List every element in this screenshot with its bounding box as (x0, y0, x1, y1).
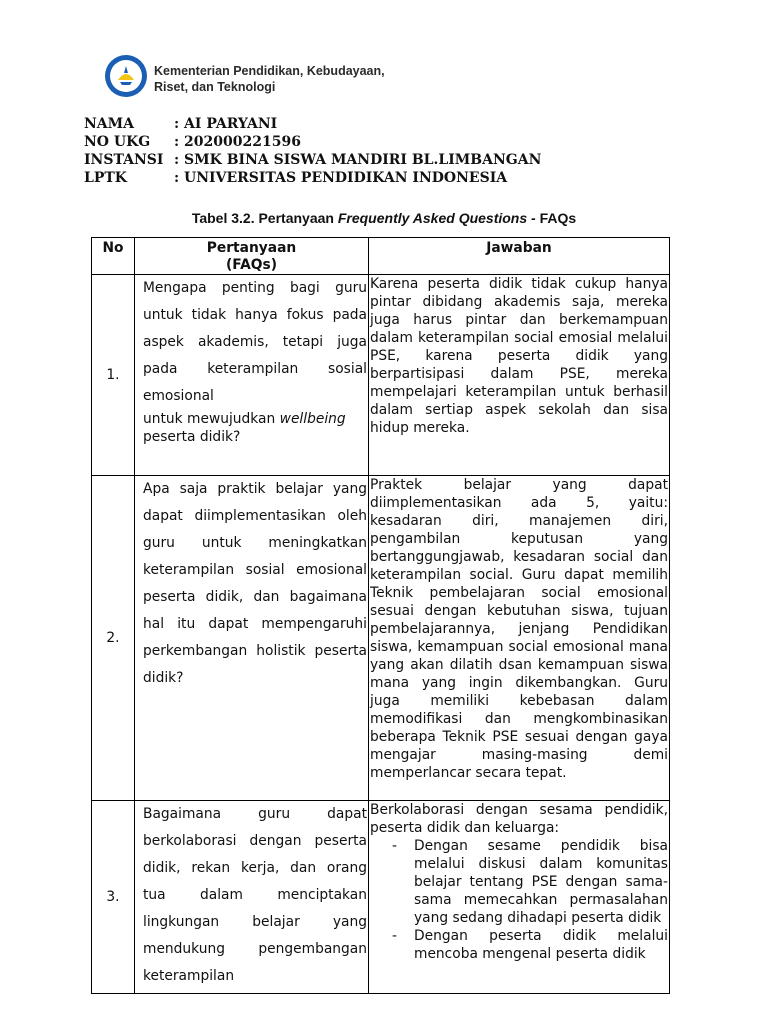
table-row (92, 801, 670, 994)
question-cell (135, 275, 369, 476)
identity-value: : AI PARYANI (174, 116, 278, 132)
table-row (92, 275, 670, 476)
identity-key: INSTANSI (84, 152, 164, 168)
answer-list-item: - Dengan peserta didik melalui mencoba mengenal peserta didik (414, 927, 668, 963)
question-tail (143, 410, 367, 446)
identity-block (84, 116, 541, 188)
answer-cell: Praktek belajar yang dapat diimplementasikan ada 5, yaitu: kesadaran diri, manajemen diri, pengambilan keputusan yang bertanggungjawab, kesadaran social dan keterampilan social. Guru dapat memilih Teknik pembelajaran social emosional sesuai dengan kebutuhan siswa, tujuan pembelajarannya, jenjang Pendidikan siswa, kemampuan social emosional mana yang akan dilatih dsan kemampuan siswa mana yang ingin dikembangkan. Guru juga memiliki kebebasan dalam memodifikasi dan mengkombinasikan beberapa Teknik PSE sesuai dengan gaya mengajar masing-masing demi memperlancar secara tepat. (369, 476, 670, 801)
answer-cell: Karena peserta didik tidak cukup hanya pintar dibidang akademis saja, mereka juga harus pintar dan berkemampuan dalam keterampilan social emosial melalui PSE, karena peserta didik yang berpartisipasi dalam PSE, mereka mempelajari keterampilan untuk berhasil dalam sertiap aspek sekolah dan sisa hidup mereka. (369, 275, 670, 476)
identity-key: LPTK (84, 170, 127, 186)
question-tail-prefix: untuk mewujudkan (143, 411, 280, 427)
table-caption (0, 210, 768, 226)
identity-value: : UNIVERSITAS PENDIDIKAN INDONESIA (174, 170, 508, 186)
row-number: 3. (92, 801, 135, 994)
question-cell: Apa saja praktik belajar yang dapat diimplementasikan oleh guru untuk meningkatkan keterampilan sosial emosional peserta didik, dan bagaimana hal itu dapat mempengaruhi perkembangan holistik peserta didik? (135, 476, 369, 801)
identity-row (84, 152, 541, 170)
identity-key: NO UKG (84, 134, 151, 150)
table-row (92, 476, 670, 801)
header-question (135, 238, 369, 275)
kemendikbud-logo (104, 54, 148, 98)
header-no: No (92, 238, 135, 275)
caption-prefix: Tabel 3.2. Pertanyaan (191, 210, 338, 226)
identity-row (84, 134, 541, 152)
answer-list (370, 837, 668, 963)
faq-table (91, 237, 670, 994)
header-question-line2: (FAQs) (225, 257, 278, 273)
header-question-line1: Pertanyaan (206, 240, 297, 256)
ministry-name (154, 63, 385, 95)
row-number: 2. (92, 476, 135, 801)
header-answer: Jawaban (369, 238, 670, 275)
question-tail-italic: wellbeing (279, 411, 346, 427)
faq-header-row (92, 238, 670, 275)
question-cell: Bagaimana guru dapat berkolaborasi dengan peserta didik, rekan kerja, dan orang tua dalam menciptakan lingkungan belajar yang mendukung pengembangan keterampilan (135, 801, 369, 994)
row-number: 1. (92, 275, 135, 476)
answer-cell (369, 801, 670, 994)
identity-value: : SMK BINA SISWA MANDIRI BL.LIMBANGAN (174, 152, 542, 168)
ministry-name-line1: Kementerian Pendidikan, Kebudayaan, (154, 64, 385, 78)
answer-list-item: - Dengan sesame pendidik bisa melalui diskusi dalam komunitas belajar tentang PSE dengan sama-sama memecahkan permasalahan yang sedang dihadapi peserta didik (414, 837, 668, 927)
caption-suffix: - FAQs (527, 210, 577, 226)
identity-row (84, 170, 541, 188)
caption-italic: Frequently Asked Questions (337, 210, 528, 226)
ministry-name-line2: Riset, dan Teknologi (154, 80, 276, 94)
answer-intro: Berkolaborasi dengan sesama pendidik, peserta didik dan keluarga: (370, 802, 668, 836)
identity-value: : 202000221596 (174, 134, 301, 150)
question-text: Mengapa penting bagi guru untuk tidak hanya fokus pada aspek akademis, tetapi juga pada keterampilan sosial emosional (143, 280, 367, 404)
identity-row (84, 116, 541, 134)
identity-key: NAMA (84, 116, 135, 132)
question-tail-suffix: peserta didik? (143, 429, 241, 445)
